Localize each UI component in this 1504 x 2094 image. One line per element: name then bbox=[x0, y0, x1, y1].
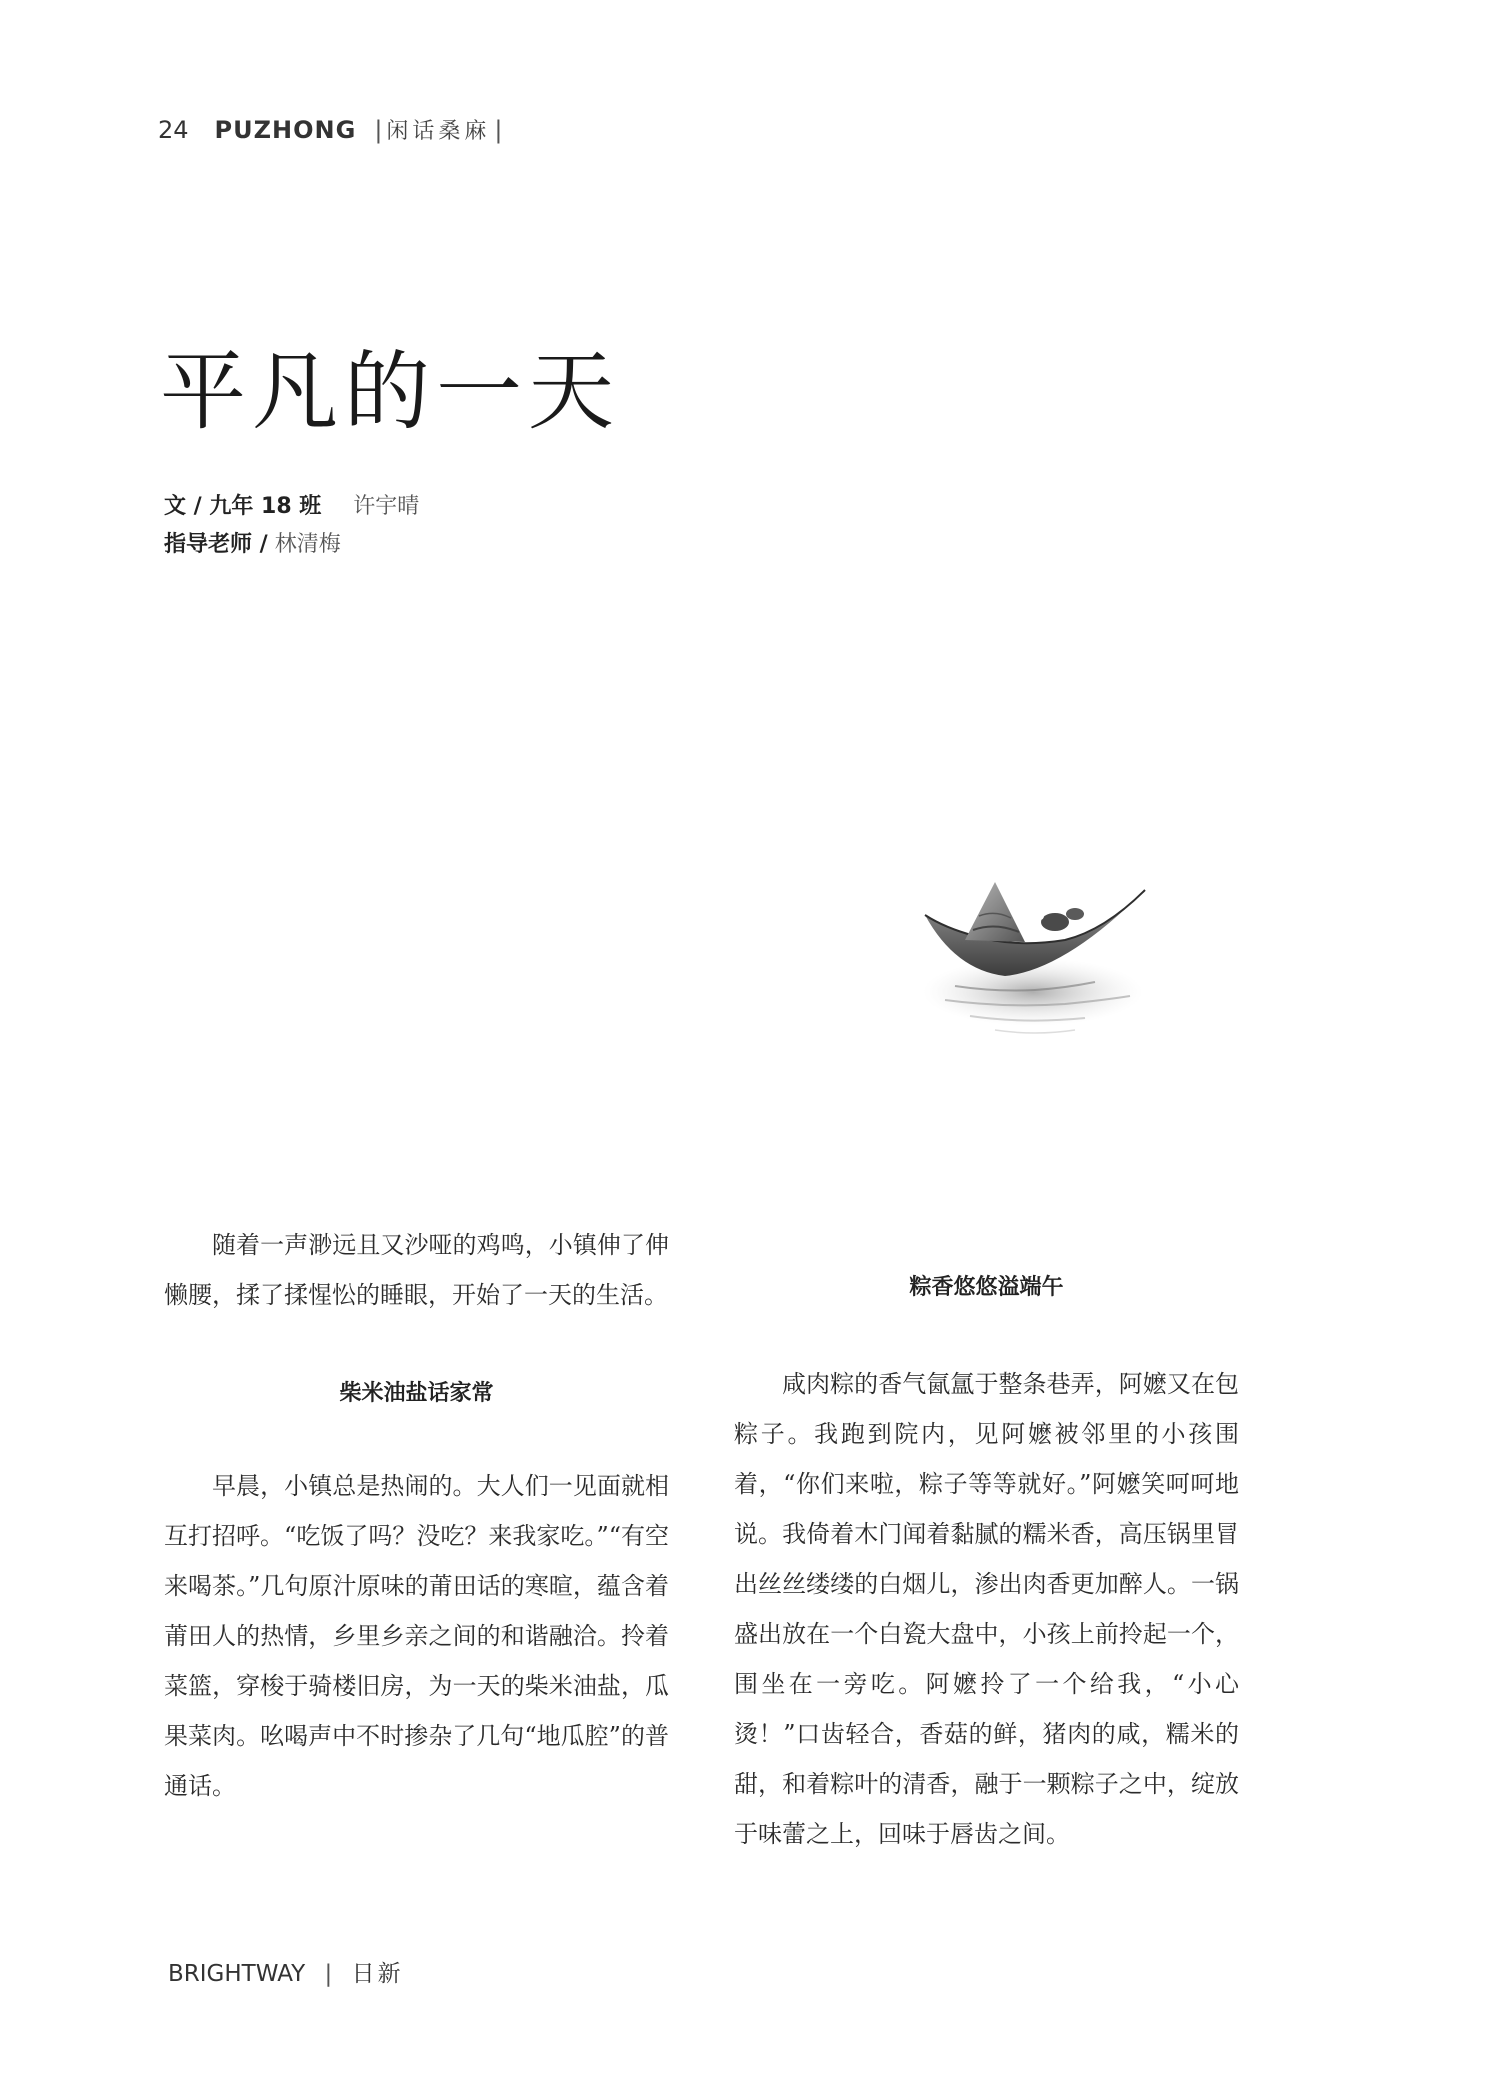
zongzi-boat-illustration bbox=[915, 870, 1155, 1050]
footer-brand: BRIGHTWAY bbox=[168, 1961, 306, 1987]
right-column bbox=[734, 1270, 1239, 1859]
page-header bbox=[158, 114, 507, 145]
page-number: 24 bbox=[158, 115, 189, 144]
teacher-name: 林清梅 bbox=[274, 532, 341, 557]
magazine-brand: PUZHONG bbox=[214, 115, 357, 144]
teacher-label: 指导老师 / bbox=[164, 532, 268, 557]
author-line bbox=[164, 488, 419, 526]
divider: | bbox=[324, 1961, 333, 1987]
column-name: 闲话桑麻 bbox=[386, 119, 491, 144]
teacher-line bbox=[164, 526, 419, 564]
divider: | bbox=[494, 115, 503, 144]
body-paragraph: 早晨，小镇总是热闹的。大人们一见面就相互打招呼。“吃饭了吗？没吃？来我家吃。”“有空来喝茶。”几句原汁原味的莆田话的寒暄，蕴含着莆田人的热情，乡里乡亲之间的和谐融洽。拎着菜篮，穿梭于骑楼旧房，为一天的柴米油盐，瓜果菜肉。吆喝声中不时掺杂了几句“地瓜腔”的普通话。 bbox=[164, 1472, 669, 1800]
section-heading: 粽香悠悠溢端午 bbox=[909, 1275, 1064, 1300]
body-paragraph: 咸肉粽的香气氤氲于整条巷弄，阿嬷又在包粽子。我跑到院内，见阿嬷被邻里的小孩围着，“你们来啦，粽子等等就好。”阿嬷笑呵呵地说。我倚着木门闻着黏腻的糯米香，高压锅里冒出丝丝缕缕的白烟儿，渗出肉香更加醉人。一锅盛出放在一个白瓷大盘中，小孩上前拎起一个，围坐在一旁吃。阿嬷拎了一个给我，“小心烫！”口齿轻合，香菇的鲜，猪肉的咸，糯米的甜，和着粽叶的清香，融于一颗粽子之中，绽放于味蕾之上，回味于唇齿之间。 bbox=[734, 1370, 1239, 1848]
article-title: 平凡的一天 bbox=[160, 342, 620, 442]
footer-label: 日新 bbox=[351, 1961, 404, 1987]
author-label: 文 / 九年 18 班 bbox=[164, 494, 322, 519]
byline bbox=[164, 488, 419, 564]
author-name: 许宇晴 bbox=[353, 494, 420, 519]
page-footer bbox=[168, 1955, 404, 1988]
left-column bbox=[164, 1220, 669, 1811]
divider: | bbox=[374, 115, 383, 144]
intro-paragraph: 随着一声渺远且又沙哑的鸡鸣，小镇伸了伸懒腰，揉了揉惺忪的睡眼，开始了一天的生活。 bbox=[164, 1231, 669, 1309]
section-heading: 柴米油盐话家常 bbox=[339, 1381, 494, 1406]
